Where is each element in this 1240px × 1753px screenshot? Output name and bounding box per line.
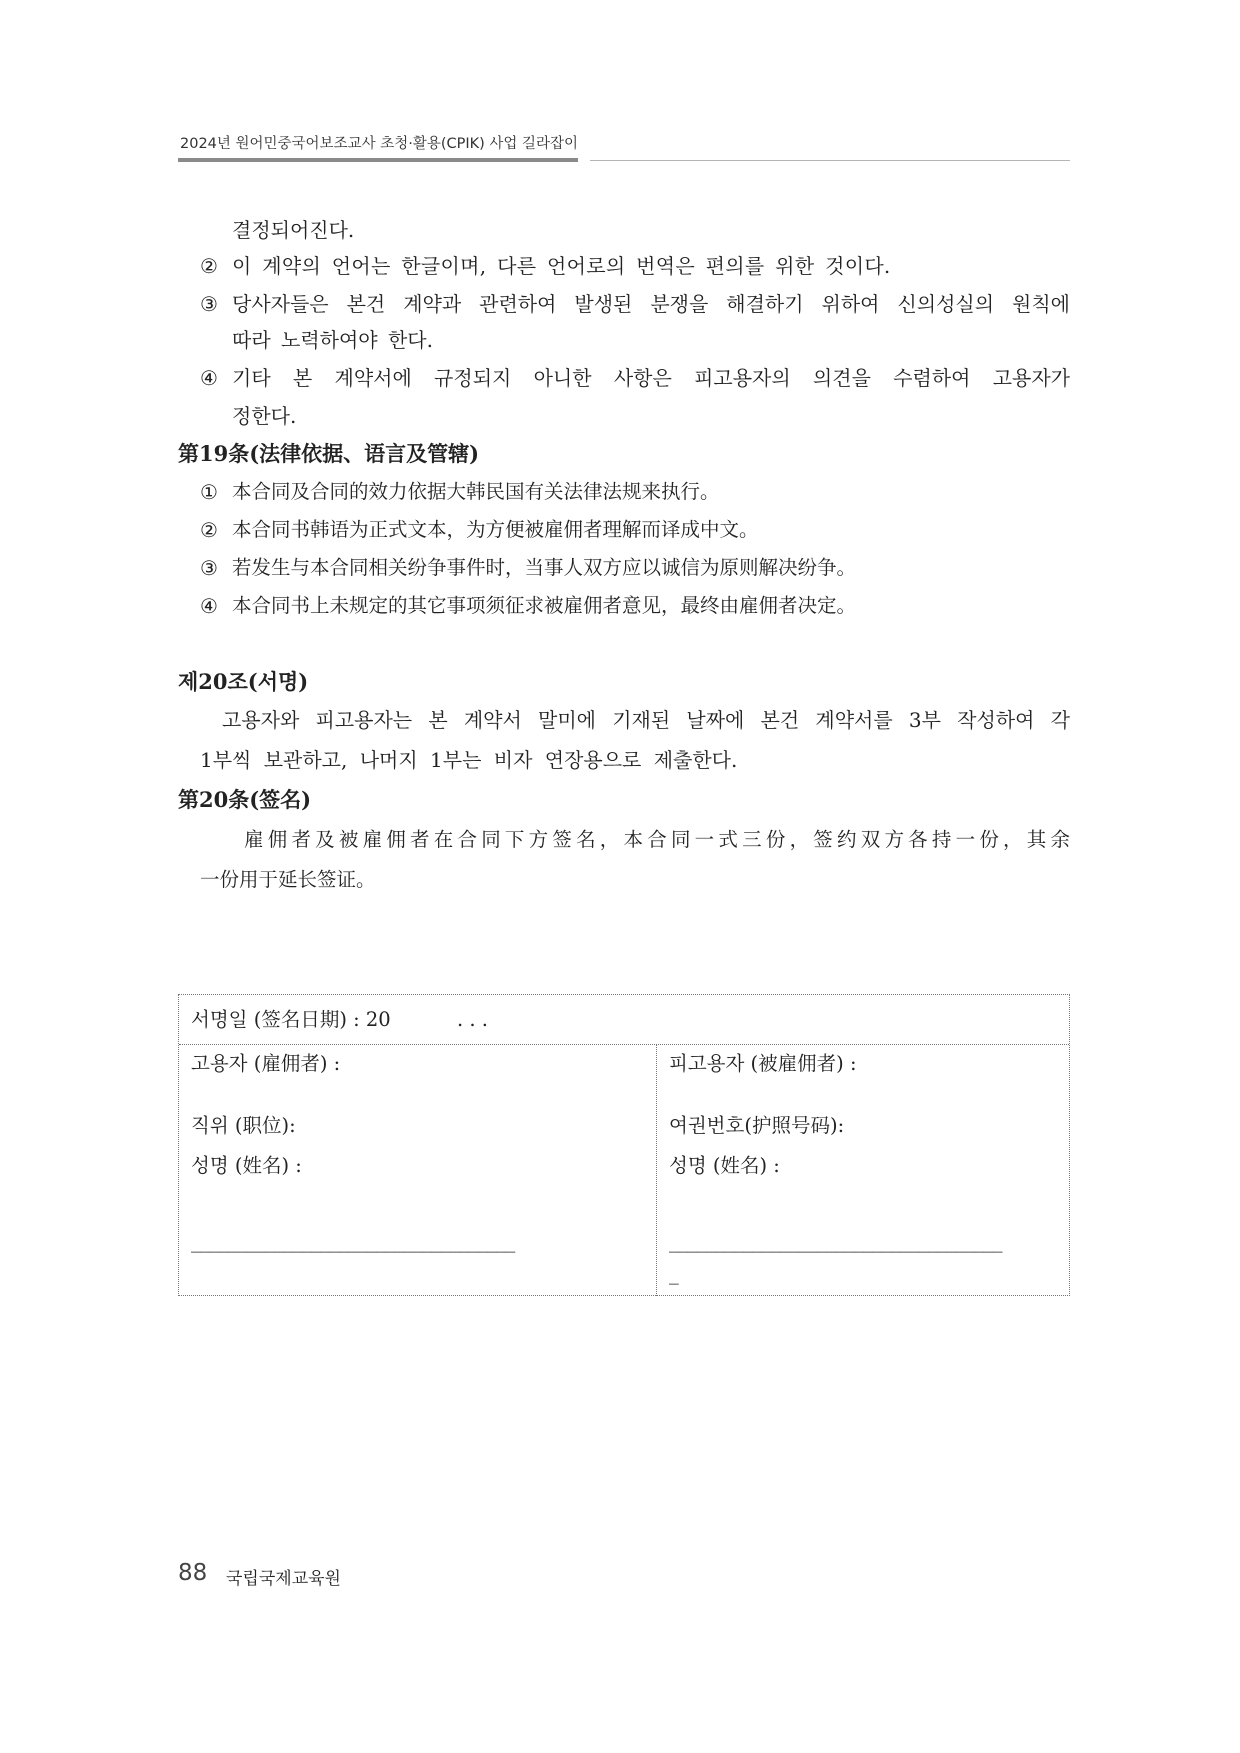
- publisher-name: 국립국제교육원: [226, 1569, 341, 1589]
- header-rule-thick: [178, 158, 578, 162]
- article19-cn-item-4-number: ④: [200, 594, 218, 618]
- article19-cn-item-3-number: ③: [200, 556, 218, 580]
- header-rule-thin: [590, 160, 1070, 161]
- article18-item-3-text-line1: 당사자들은 본건 계약과 관련하여 발생된 분쟁을 해결하기 위하여 신의성실의 원칙에: [232, 292, 1070, 316]
- article18-item-2-text: 이 계약의 언어는 한글이며, 다른 언어로의 번역은 편의를 위한 것이다.: [232, 254, 891, 278]
- article20-cn-line2: 一份用于延长签证。: [200, 868, 376, 891]
- article20-kr-line2: 1부씩 보관하고, 나머지 1부는 비자 연장용으로 제출한다.: [200, 748, 738, 772]
- employee-label: 피고용자 (被雇佣者) :: [669, 1052, 857, 1075]
- employee-signature-line[interactable]: ____________________________________: [669, 1230, 1002, 1253]
- running-header: 2024년 원어민중국어보조교사 초청·활용(CPIK) 사업 길라잡이: [180, 136, 579, 152]
- employer-signature-line[interactable]: ___________________________________: [191, 1230, 515, 1253]
- employee-signature-line-overflow: _: [669, 1262, 679, 1285]
- article18-item-3-number: ③: [200, 292, 218, 316]
- employee-passport-field[interactable]: 여권번호(护照号码):: [669, 1114, 845, 1137]
- article18-item-2-number: ②: [200, 254, 218, 278]
- article19-cn-item-3-text: 若发生与本合同相关纷争事件时，当事人双方应以诚信为原则解决纷争。: [232, 556, 857, 579]
- article18-item-4-text-line2: 정한다.: [232, 404, 297, 428]
- article19-cn-item-4-text: 本合同书上未规定的其它事项须征求被雇佣者意见，最终由雇佣者决定。: [232, 594, 857, 617]
- employer-label: 고용자 (雇佣者) :: [191, 1052, 341, 1075]
- article18-item-4-text-line1: 기타 본 계약서에 규정되지 아니한 사항은 피고용자의 의견을 수렴하여 고용자가: [232, 366, 1070, 390]
- signature-date-label: 서명일 (签名日期) : 20: [191, 1008, 391, 1031]
- article20-cn-line1: 雇佣者及被雇佣者在合同下方签名，本合同一式三份，签约双方各持一份，其余: [244, 828, 1070, 851]
- article18-continuation-line: 결정되어진다.: [232, 218, 355, 242]
- employer-name-field[interactable]: 성명 (姓名) :: [191, 1154, 302, 1177]
- page-number: 88: [178, 1560, 208, 1586]
- article20-kr-heading: 제20조(서명): [178, 669, 309, 694]
- article18-item-3-text-line2: 따라 노력하여야 한다.: [232, 328, 433, 352]
- article19-cn-item-1-number: ①: [200, 480, 218, 504]
- article19-cn-item-1-text: 本合同及合同的效力依据大韩民国有关法律法规来执行。: [232, 480, 720, 503]
- signature-table: [178, 994, 1070, 1296]
- employee-name-field[interactable]: 성명 (姓名) :: [669, 1154, 780, 1177]
- employer-position-field[interactable]: 직위 (职位):: [191, 1114, 296, 1137]
- article20-cn-heading: 第20条(签名): [178, 787, 312, 812]
- signature-date-dots: . . .: [457, 1008, 488, 1031]
- article19-cn-item-2-number: ②: [200, 518, 218, 542]
- article19-cn-item-2-text: 本合同书韩语为正式文本，为方便被雇佣者理解而译成中文。: [232, 518, 759, 541]
- article19-cn-heading: 第19条(法律依据、语言及管辖): [178, 441, 480, 466]
- article18-item-4-number: ④: [200, 366, 218, 390]
- article20-kr-line1: 고용자와 피고용자는 본 계약서 말미에 기재된 날짜에 본건 계약서를 3부 작성하여 각: [222, 708, 1070, 732]
- signature-date-row: [179, 995, 1069, 1045]
- signature-column-divider: [656, 1045, 657, 1296]
